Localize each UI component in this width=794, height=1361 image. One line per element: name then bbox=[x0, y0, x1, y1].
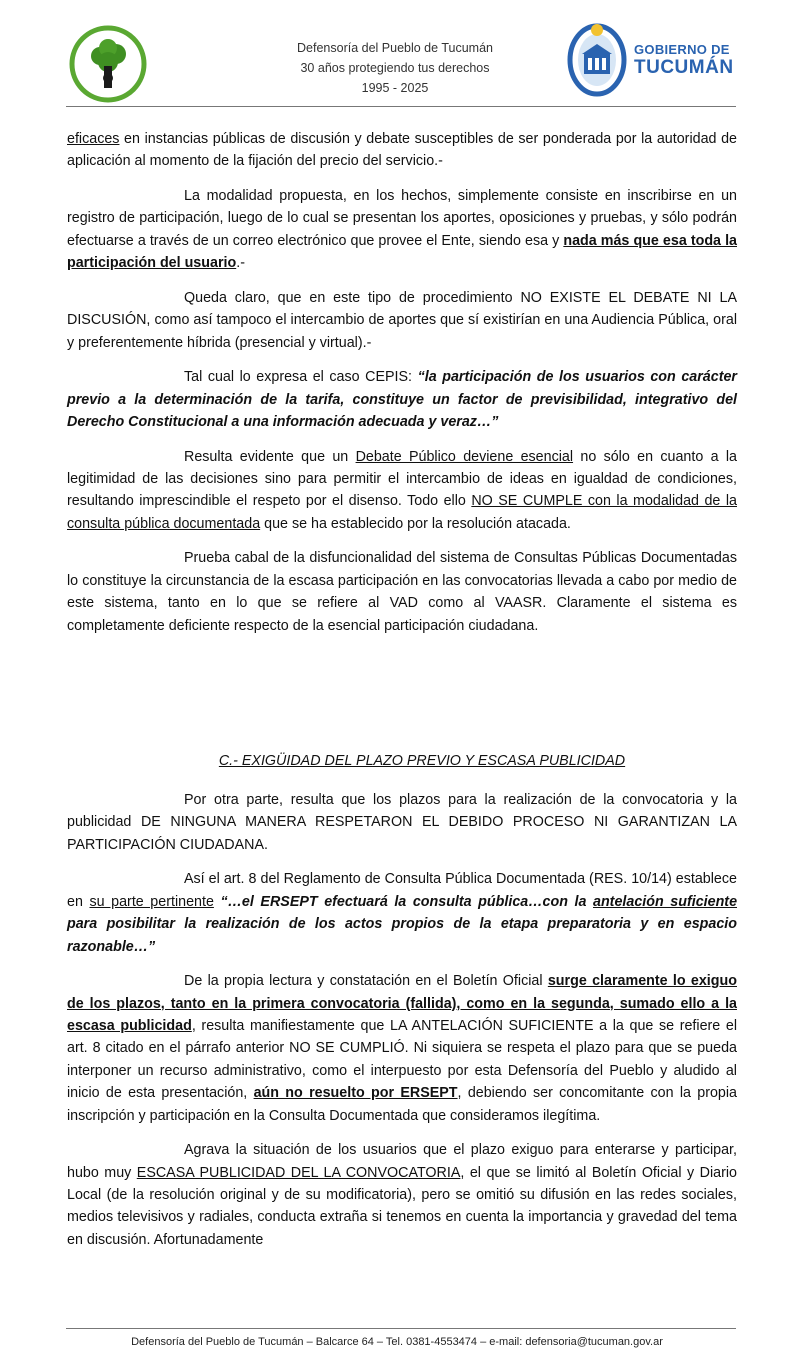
gobierno-wordmark bbox=[634, 42, 734, 78]
p10-text-a: Agrava la situación de los usuarios que el plazo exiguo para enterarse y participar, hubo muy bbox=[67, 1142, 737, 1181]
p2-text: La modalidad propuesta, en los hechos, simplemente consiste en inscribirse en un registro de participación, luego de lo cual se presentan los aportes, oposiciones y pruebas, y sólo podrán efectuarse a través de un correo electrónico que provee el Ente, siendo esa y bbox=[67, 188, 737, 249]
gobierno-line-2: TUCUMÁN bbox=[634, 57, 734, 78]
p5-underlined-2: NO SE CUMPLE con la modalidad de la consulta pública documentada bbox=[67, 493, 737, 532]
p9-text-a: De la propia lectura y constatación en el Boletín Oficial bbox=[184, 973, 548, 990]
gobierno-tucuman-logo bbox=[566, 18, 746, 102]
p5-text-b: no sólo en cuanto a la legitimidad de las decisiones sino para permitir el intercambio de ideas en igualdad de condiciones, resultando imprescindible el respeto por el disenso. Todo ello bbox=[67, 448, 737, 510]
header-divider bbox=[66, 106, 736, 107]
paragraph-7: Por otra parte, resulta que los plazos para la realización de la convocatoria y la publicidad DE NINGUNA MANERA RESPETARON EL DEBIDO PROCESO NI GARANTIZAN LA PARTICIPACIÓN CIUDADANA. bbox=[67, 792, 737, 853]
paragraph-8 bbox=[67, 868, 737, 958]
p5-text-a: Resulta evidente que un bbox=[184, 448, 356, 465]
p9-text-b: , resulta manifiestamente que LA ANTELACIÓN SUFICIENTE a la que se refiere el art. 8 citado en el párrafo anterior NO SE CUMPLIÓ. Ni siquiera se respeta el plazo para que se pueda interponer un recurso administrativo, como el interpuesto por esta Defensoría del Pueblo y aludido al inicio de esta presentación, bbox=[67, 1018, 737, 1102]
document-body-bottom bbox=[67, 789, 737, 1263]
p9-emphasis-1: surge claramente lo exiguo de los plazos, tanto en la primera convocatoria (fallida), como en la segunda, sumado ello a la escasa publicidad bbox=[67, 973, 737, 1035]
paragraph-2 bbox=[67, 185, 737, 275]
header-title-block bbox=[250, 38, 540, 98]
p1-underlined: eficaces bbox=[67, 131, 120, 147]
header-line-3: 1995 - 2025 bbox=[361, 81, 429, 95]
gobierno-line-1: GOBIERNO DE bbox=[634, 42, 730, 57]
p4-quote: “la participación de los usuarios con carácter previo a la determinación de la tarifa, constituye un factor de previsibilidad, integrativo del Derecho Constitucional a una información adecuada y veraz…” bbox=[67, 369, 737, 431]
p10-text-b: , el que se limitó al Boletín Oficial y Diario Local (de la resolución original y de su modificatoria), pero se omitió su difusión en las redes sociales, medios televisivos y radiales, conducta extraña si tenemos en cuenta la importancia y gravedad del tema en discusión. Afortunadamente bbox=[67, 1164, 737, 1248]
p2-end: .- bbox=[236, 255, 245, 272]
p5-underlined-1: Debate Público deviene esencial bbox=[355, 448, 574, 465]
paragraph-9 bbox=[67, 970, 737, 1127]
p8-text-a: Así el art. 8 del Reglamento de Consulta Pública Documentada (RES. 10/14) establece en bbox=[67, 871, 737, 910]
coat-of-arms-icon bbox=[566, 18, 628, 102]
paragraph-5 bbox=[67, 446, 737, 536]
header-line-1: Defensoría del Pueblo de Tucumán bbox=[297, 41, 493, 55]
section-heading: C.- EXIGÜIDAD DEL PLAZO PREVIO Y ESCASA PUBLICIDAD bbox=[218, 753, 626, 769]
page-footer: Defensoría del Pueblo de Tucumán – Balcarce 64 – Tel. 0381-4553474 – e-mail: defensoria@tucuman.gov.ar bbox=[131, 1336, 663, 1348]
document-body-top bbox=[67, 128, 737, 649]
paragraph-3: Queda claro, que en este tipo de procedimiento NO EXISTE EL DEBATE NI LA DISCUSIÓN, como así tampoco el intercambio de aportes que sí existirían en una Audiencia Pública, oral y preferentemente híbrida (presencial y virtual).- bbox=[67, 289, 737, 351]
p9-emphasis-2: aún no resuelto por ERSEPT bbox=[253, 1085, 458, 1102]
paragraph-6: Prueba cabal de la disfuncionalidad del sistema de Consultas Públicas Documentadas lo constituye la circunstancia de la escasa participación en las convocatorias llevada a cabo por medio de este sistema, tanto en lo que se refiere al VAD como al VAASR. Claramente el sistema es completamente deficiente respecto de la esencial participación ciudadana. bbox=[67, 550, 737, 634]
p4-text: Tal cual lo expresa el caso CEPIS: bbox=[184, 369, 418, 386]
p5-text-c: que se ha establecido por la resolución atacada. bbox=[260, 515, 571, 532]
page-header bbox=[0, 0, 794, 112]
header-line-2: 30 años protegiendo tus derechos bbox=[300, 61, 490, 75]
p8-quote-b: para posibilitar la realización de los actos propios de la etapa preparatoria y en espacio razonable…” bbox=[67, 916, 737, 955]
p9-text-c: , debiendo ser concomitante con la propia inscripción y participación en la Consulta Documentada que consideramos ilegítima. bbox=[67, 1085, 738, 1124]
footer-divider bbox=[66, 1328, 736, 1329]
p2-emphasis: nada más que esa toda la participación del usuario bbox=[67, 232, 737, 272]
paragraph-1 bbox=[67, 128, 737, 173]
defensoria-logo-icon bbox=[64, 18, 152, 106]
paragraph-4 bbox=[67, 366, 737, 433]
p8-quote-underlined: antelación suficiente bbox=[593, 893, 738, 910]
paragraph-10 bbox=[67, 1139, 737, 1251]
p8-quote-a: “…el ERSEPT efectuará la consulta pública…con la bbox=[220, 893, 593, 910]
p1-text: en instancias públicas de discusión y debate susceptibles de ser ponderada por la autoridad de aplicación al momento de la fijación del precio del servicio.- bbox=[67, 131, 737, 170]
p8-underlined: su parte pertinente bbox=[89, 893, 214, 910]
p10-underlined: ESCASA PUBLICIDAD DEL LA CONVOCATORIA bbox=[136, 1164, 461, 1181]
